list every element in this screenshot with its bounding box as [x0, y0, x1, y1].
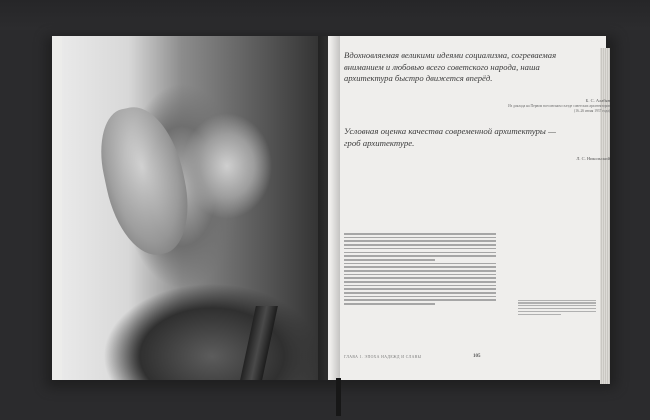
portrait-photo [62, 36, 328, 380]
body-text-line [344, 277, 496, 279]
page-number: 105 [473, 354, 481, 359]
body-text-line [344, 237, 496, 239]
body-text-line [344, 259, 435, 261]
margin-note-line [518, 308, 596, 309]
margin-note-line [518, 302, 596, 303]
body-text-block [344, 231, 496, 307]
body-text-line [344, 244, 496, 246]
body-text-line [344, 266, 496, 268]
quote-2: Условная оценка качества современной архитектуры — гроб архитектуре. [344, 126, 556, 148]
body-text-line [344, 303, 435, 305]
body-text-line [344, 299, 496, 301]
body-text-line [344, 263, 496, 265]
body-text-line [344, 296, 496, 298]
hand-on-head [91, 100, 198, 263]
body-text-line [344, 288, 496, 290]
margin-note-line [518, 314, 561, 315]
ribbon-bookmark [336, 378, 341, 416]
desk-background [0, 0, 650, 30]
quote-2-author: Л. С. Никольский [576, 156, 610, 161]
body-text-line [344, 285, 496, 287]
quote-1-source: Из доклада на Первом всесоюзном съезде советских архитекторов (16–26 июня 1937 года) [508, 104, 610, 113]
margin-note-line [518, 300, 596, 301]
body-text-line [344, 281, 496, 283]
body-text-line [344, 292, 496, 294]
book-gutter [318, 36, 340, 380]
body-text-line [344, 248, 496, 250]
quote-1-author: Б. С. Алабян [585, 98, 610, 103]
body-text-line [344, 274, 496, 276]
body-text-line [344, 252, 496, 254]
right-page [328, 36, 606, 380]
body-text-line [344, 255, 496, 257]
body-text-line [344, 270, 496, 272]
body-text-line [344, 240, 496, 242]
running-footer: ГЛАВА 1. ЭПОХА НАДЕЖД И СЛАВЫ [344, 355, 422, 359]
margin-note-line [518, 305, 596, 306]
margin-note-line [518, 311, 596, 312]
body-text-line [344, 233, 496, 235]
margin-note [518, 298, 596, 316]
quote-1: Вдохновляемая великими идеями социализма, согреваемая вниманием и любовью всего советского народа, наша архитектура быстро движется вперёд. [344, 50, 557, 83]
necktie [240, 306, 278, 380]
left-page [52, 36, 328, 380]
